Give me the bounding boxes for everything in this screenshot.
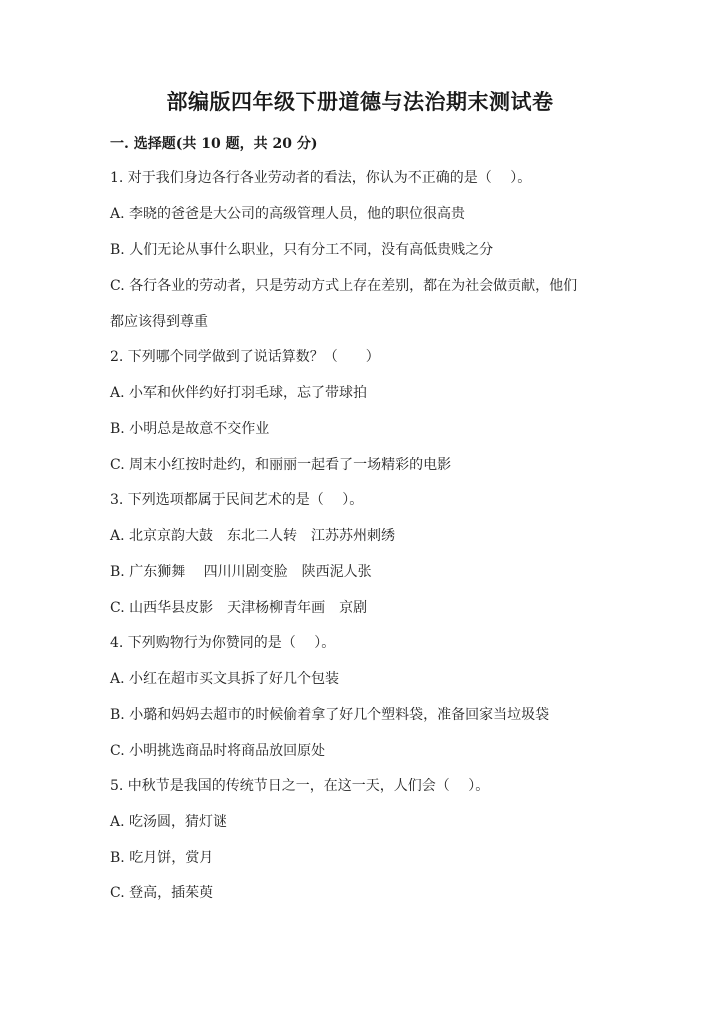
question-2-option-b: B. 小明总是故意不交作业 [110,421,270,437]
question-5-stem: 5. 中秋节是我国的传统节日之一，在这一天，人们会（ ）。 [110,778,490,794]
section-heading: 一. 选择题(共 10 题，共 20 分) [110,136,318,152]
question-2-option-a: A. 小军和伙伴约好打羽毛球，忘了带球拍 [110,385,368,401]
question-3-stem: 3. 下列选项都属于民间艺术的是（ ）。 [110,492,364,508]
question-3-option-b: B. 广东狮舞 四川川剧变脸 陕西泥人张 [110,564,372,580]
question-1-option-b: B. 人们无论从事什么职业，只有分工不同，没有高低贵贱之分 [110,242,494,258]
question-4-stem: 4. 下列购物行为你赞同的是（ ）。 [110,635,336,651]
exam-title: 部编版四年级下册道德与法治期末测试卷 [166,89,554,114]
question-5-option-c: C. 登高，插茱萸 [110,885,214,901]
question-3-option-c: C. 山西华县皮影 天津杨柳青年画 京剧 [110,600,368,616]
question-1-stem: 1. 对于我们身边各行各业劳动者的看法，你认为不正确的是（ ）。 [110,170,532,186]
question-5-option-a: A. 吃汤圆，猜灯谜 [110,814,228,830]
question-1-option-c: C. 各行各业的劳动者，只是劳动方式上存在差别，都在为社会做贡献，他们 [110,278,578,294]
question-1-option-a: A. 李晓的爸爸是大公司的高级管理人员，他的职位很高贵 [110,206,466,222]
question-4-option-a: A. 小红在超市买文具拆了好几个包装 [110,671,340,687]
question-3-option-a: A. 北京京韵大鼓 东北二人转 江苏苏州刺绣 [110,528,396,544]
question-5-option-b: B. 吃月饼，赏月 [110,850,214,866]
question-4-option-c: C. 小明挑选商品时将商品放回原处 [110,743,326,759]
question-2-stem: 2. 下列哪个同学做到了说话算数？（ ） [110,349,380,365]
question-2-option-c: C. 周末小红按时赴约，和丽丽一起看了一场精彩的电影 [110,457,452,473]
question-1-option-c-continued: 都应该得到尊重 [110,314,208,330]
question-4-option-b: B. 小璐和妈妈去超市的时候偷着拿了好几个塑料袋，准备回家当垃圾袋 [110,707,550,723]
